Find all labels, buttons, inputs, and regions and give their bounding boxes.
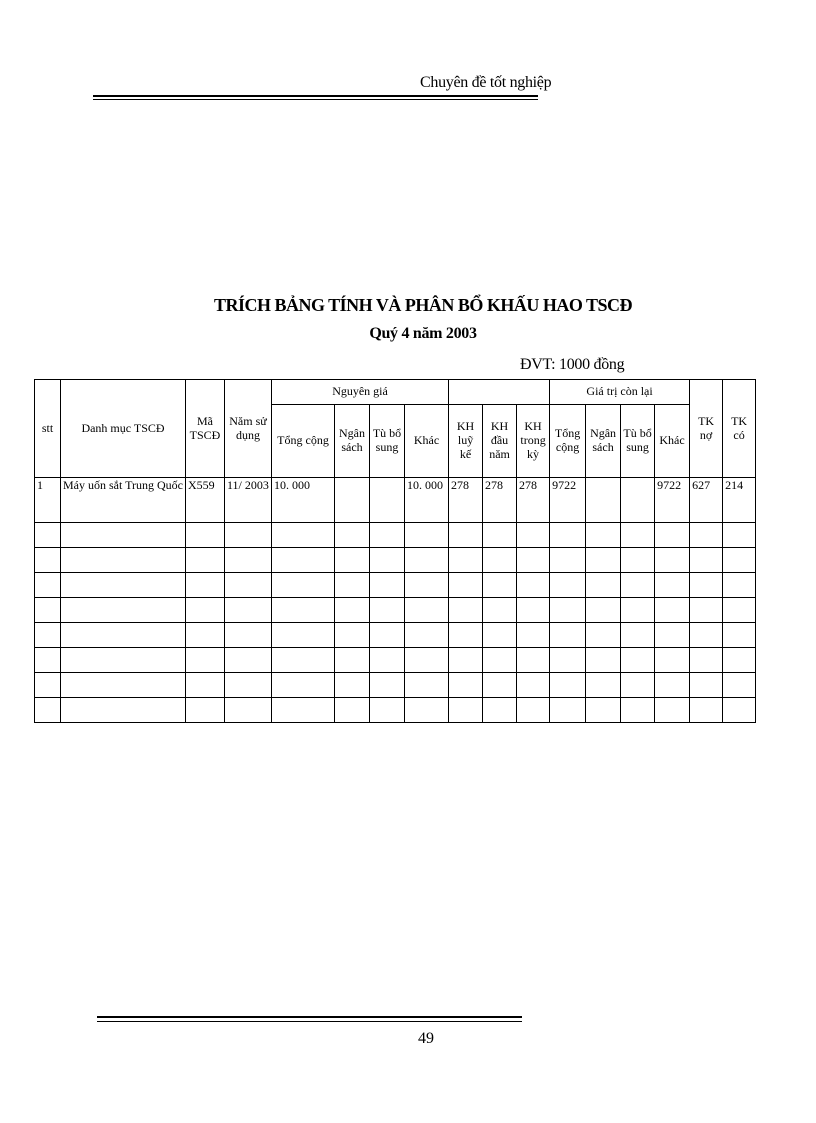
cell-asset-code: X559 [186,478,225,523]
table-cell-empty [621,623,655,648]
table-cell-empty [655,523,690,548]
footer-rule-thick [97,1016,522,1018]
page-number: 49 [418,1030,434,1047]
table-cell-empty [186,523,225,548]
table-cell-empty [586,673,621,698]
table-cell-empty [517,598,550,623]
table-cell-empty [550,623,586,648]
table-cell-empty [621,523,655,548]
cell-cost-budget [335,478,370,523]
table-cell-empty [690,523,723,548]
table-cell-empty [449,523,483,548]
table-cell-empty [690,698,723,723]
table-cell-empty [186,673,225,698]
table-cell-empty [723,573,756,598]
table-cell-empty [449,648,483,673]
table-cell-empty [723,698,756,723]
table-cell-empty [449,673,483,698]
table-cell-empty [272,523,335,548]
table-cell-empty [723,523,756,548]
table-cell-empty [483,548,517,573]
document-title: TRÍCH BẢNG TÍNH VÀ PHÂN BỔ KHẤU HAO TSCĐ [213,295,633,315]
table-cell-empty [483,698,517,723]
cell-stt: 1 [35,478,61,523]
table-cell-empty [61,523,186,548]
group-header-depreciation [449,380,550,405]
table-cell-empty [621,698,655,723]
table-cell-empty [35,598,61,623]
depreciation-table [34,379,756,723]
table-cell-empty [655,598,690,623]
table-cell-empty [370,623,405,648]
table-cell-empty [655,573,690,598]
table-cell-empty [335,648,370,673]
table-cell-empty [690,623,723,648]
table-cell-empty [272,598,335,623]
table-cell-empty [586,698,621,723]
cell-depreciation-period: 278 [517,478,550,523]
table-cell-empty [370,523,405,548]
table-cell-empty [61,623,186,648]
table-cell-empty [186,648,225,673]
table-cell-empty [225,623,272,648]
table-cell-empty [272,573,335,598]
col-header-depreciation-period: KH trong kỳ [517,405,550,478]
table-cell-empty [35,573,61,598]
table-cell-empty [550,698,586,723]
table-cell-empty [621,548,655,573]
unit-label: ĐVT: 1000 đồng [520,356,625,373]
table-cell-empty [586,573,621,598]
table-cell-empty [335,623,370,648]
table-cell-empty [61,573,186,598]
table-cell-empty [186,623,225,648]
table-cell-empty [405,598,449,623]
col-header-asset-code: Mã TSCĐ [186,380,225,478]
table-cell-empty [517,673,550,698]
table-cell-empty [405,698,449,723]
table-cell-empty [405,673,449,698]
table-cell-empty [517,523,550,548]
col-header-accum-depreciation: KH luỹ kế [449,405,483,478]
table-cell-empty [621,573,655,598]
group-header-original-cost: Nguyên giá [272,380,449,405]
table-row-empty [35,573,756,598]
table-cell-empty [550,598,586,623]
table-cell-empty [550,548,586,573]
table-cell-empty [370,573,405,598]
table-cell-empty [272,698,335,723]
cell-debit-account: 627 [690,478,723,523]
cell-accum-depreciation: 278 [449,478,483,523]
col-header-credit-account: TK có [723,380,756,478]
table-cell-empty [483,523,517,548]
col-header-remaining-budget: Ngân sách [586,405,621,478]
table-cell-empty [225,573,272,598]
table-cell-empty [586,648,621,673]
col-header-debit-account: TK nợ [690,380,723,478]
table-cell-empty [61,698,186,723]
table-cell-empty [723,598,756,623]
page-header-title: Chuyên đề tốt nghiệp [420,74,552,91]
table-cell-empty [723,623,756,648]
col-header-year-in-use: Năm sử dụng [225,380,272,478]
col-header-remaining-self-funded: Tù bổ sung [621,405,655,478]
table-cell-empty [586,598,621,623]
cell-cost-total: 10. 000 [272,478,335,523]
table-row-empty [35,548,756,573]
table-cell-empty [225,598,272,623]
table-cell-empty [272,623,335,648]
col-header-depreciation-start-year: KH đầu năm [483,405,517,478]
table-row-empty [35,598,756,623]
table-cell-empty [655,648,690,673]
table-cell-empty [335,673,370,698]
table-cell-empty [550,523,586,548]
table-cell-empty [225,698,272,723]
col-header-remaining-total: Tổng cộng [550,405,586,478]
table-cell-empty [621,598,655,623]
table-cell-empty [517,648,550,673]
table-cell-empty [370,698,405,723]
table-cell-empty [272,648,335,673]
table-cell-empty [655,698,690,723]
table-cell-empty [405,573,449,598]
table-cell-empty [186,698,225,723]
cell-credit-account: 214 [723,478,756,523]
table-cell-empty [61,648,186,673]
table-cell-empty [655,623,690,648]
table-cell-empty [35,673,61,698]
table-cell-empty [655,548,690,573]
cell-remaining-other: 9722 [655,478,690,523]
table-cell-empty [550,673,586,698]
table-cell-empty [225,548,272,573]
table-cell-empty [449,598,483,623]
table-cell-empty [690,548,723,573]
col-header-stt: stt [35,380,61,478]
table-row [35,478,756,523]
document-subtitle: Quý 4 năm 2003 [369,325,477,342]
table-row-empty [35,648,756,673]
table-cell-empty [483,648,517,673]
table-cell-empty [449,623,483,648]
table-cell-empty [186,573,225,598]
table-cell-empty [186,598,225,623]
table-cell-empty [586,548,621,573]
table-cell-empty [225,673,272,698]
table-cell-empty [61,673,186,698]
col-header-cost-other: Khác [405,405,449,478]
table-cell-empty [517,573,550,598]
table-cell-empty [370,648,405,673]
table-cell-empty [690,598,723,623]
table-cell-empty [550,648,586,673]
table-cell-empty [621,648,655,673]
table-cell-empty [61,598,186,623]
table-cell-empty [370,598,405,623]
table-cell-empty [550,573,586,598]
table-cell-empty [405,648,449,673]
table-cell-empty [483,573,517,598]
group-header-remaining-value: Giá trị còn lại [550,380,690,405]
cell-asset-name: Máy uốn sắt Trung Quốc [61,478,186,523]
table-cell-empty [483,673,517,698]
table-cell-empty [35,548,61,573]
cell-cost-self-funded [370,478,405,523]
table-cell-empty [225,523,272,548]
table-cell-empty [335,523,370,548]
table-cell-empty [272,548,335,573]
table-cell-empty [370,673,405,698]
table-cell-empty [690,648,723,673]
header-row-groups [35,380,756,405]
table-cell-empty [723,673,756,698]
table-row-empty [35,673,756,698]
table-cell-empty [405,523,449,548]
table-cell-empty [621,673,655,698]
table-cell-empty [35,648,61,673]
table-cell-empty [449,573,483,598]
col-header-asset-name: Danh mục TSCĐ [61,380,186,478]
table-cell-empty [449,548,483,573]
cell-remaining-total: 9722 [550,478,586,523]
table-cell-empty [690,573,723,598]
table-cell-empty [723,648,756,673]
table-cell-empty [405,548,449,573]
table-cell-empty [370,548,405,573]
table-cell-empty [586,523,621,548]
cell-remaining-budget [586,478,621,523]
table-cell-empty [35,623,61,648]
table-cell-empty [655,673,690,698]
table-cell-empty [586,623,621,648]
table-row-empty [35,698,756,723]
table-row-empty [35,623,756,648]
table-cell-empty [449,698,483,723]
cell-cost-other: 10. 000 [405,478,449,523]
cell-depreciation-start-year: 278 [483,478,517,523]
col-header-cost-budget: Ngân sách [335,405,370,478]
col-header-remaining-other: Khác [655,405,690,478]
table-cell-empty [186,548,225,573]
table-cell-empty [335,573,370,598]
table-cell-empty [335,598,370,623]
footer-rule-thin [97,1021,522,1022]
table-cell-empty [61,548,186,573]
table-cell-empty [35,698,61,723]
table-cell-empty [405,623,449,648]
cell-year-in-use: 11/ 2003 [225,478,272,523]
header-rule-thin [93,99,538,100]
table-row-empty [35,523,756,548]
table-cell-empty [225,648,272,673]
table-cell-empty [335,548,370,573]
table-cell-empty [35,523,61,548]
table-cell-empty [723,548,756,573]
table-cell-empty [517,548,550,573]
table-cell-empty [517,623,550,648]
table-cell-empty [335,698,370,723]
table-cell-empty [517,698,550,723]
table-cell-empty [690,673,723,698]
cell-remaining-self-funded [621,478,655,523]
col-header-cost-total: Tổng cộng [272,405,335,478]
table-cell-empty [272,673,335,698]
header-rule-thick [93,95,538,97]
table-cell-empty [483,623,517,648]
col-header-cost-self-funded: Tù bổ sung [370,405,405,478]
table-cell-empty [483,598,517,623]
